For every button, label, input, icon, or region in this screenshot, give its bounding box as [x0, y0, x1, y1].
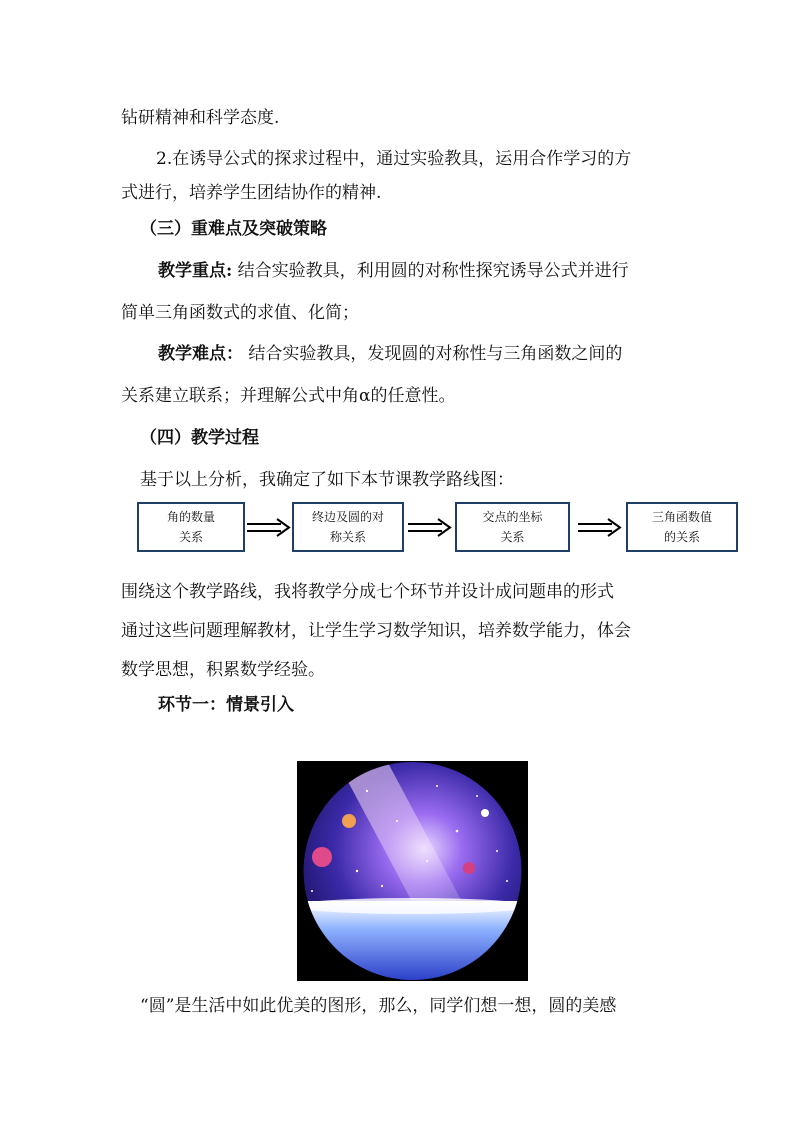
flow-box-coordinates: [455, 502, 570, 552]
flow-box-text: 的关系: [663, 530, 700, 544]
section-heading: （四）教学过程: [140, 428, 259, 448]
flow-box-text: 关系: [500, 530, 525, 544]
flow-box-text: 三角函数值: [651, 510, 712, 524]
difficulty-text: 结合实验教具，发现圆的对称性与三角函数之间的: [243, 344, 623, 364]
double-arrow-icon: [247, 518, 291, 538]
paragraph-line: 通过这些问题理解教材，让学生学习数学知识，培养数学能力，体会: [121, 621, 631, 641]
flow-box-text: 关系: [178, 530, 203, 544]
focus-label: 教学重点:: [158, 261, 233, 281]
paragraph-line: 关系建立联系；并理解公式中角α的任意性。: [121, 386, 456, 406]
flow-box-text: 称关系: [329, 530, 366, 544]
double-arrow-icon: [408, 518, 452, 538]
paragraph-line: 简单三角函数式的求值、化简；: [121, 303, 359, 323]
teaching-difficulty: [158, 343, 622, 365]
focus-text: 结合实验教具，利用圆的对称性探究诱导公式并进行: [232, 261, 629, 281]
section-heading: （三）重难点及突破策略: [140, 219, 327, 239]
galaxy-illustration: [297, 761, 528, 981]
flow-box-terminal-side: [292, 502, 404, 552]
flow-box-text: 角的数量: [166, 510, 215, 524]
paragraph-line: 基于以上分析，我确定了如下本节课教学路线图：: [140, 470, 514, 490]
flow-box-trig-values: [626, 502, 738, 552]
paragraph-line: 钻研精神和科学态度.: [121, 108, 280, 128]
flow-box-angle: [137, 502, 245, 552]
difficulty-label: 教学难点：: [158, 344, 243, 364]
galaxy-circle-image: [297, 761, 528, 981]
paragraph-line: 式进行，培养学生团结协作的精神.: [121, 183, 382, 203]
paragraph-line: 2.在诱导公式的探求过程中，通过实验教具，运用合作学习的方: [156, 149, 632, 169]
flow-box-text: 终边及圆的对: [311, 510, 384, 524]
section-heading: 环节一：情景引入: [158, 695, 294, 715]
paragraph-line: 数学思想，积累数学经验。: [121, 660, 325, 680]
paragraph-line: “圆”是生活中如此优美的图形，那么，同学们想一想，圆的美感: [140, 996, 617, 1016]
paragraph-line: 围绕这个教学路线，我将教学分成七个环节并设计成问题串的形式: [121, 582, 614, 602]
double-arrow-icon: [578, 518, 622, 538]
flow-box-text: 交点的坐标: [482, 510, 543, 524]
teaching-focus: [158, 260, 629, 282]
